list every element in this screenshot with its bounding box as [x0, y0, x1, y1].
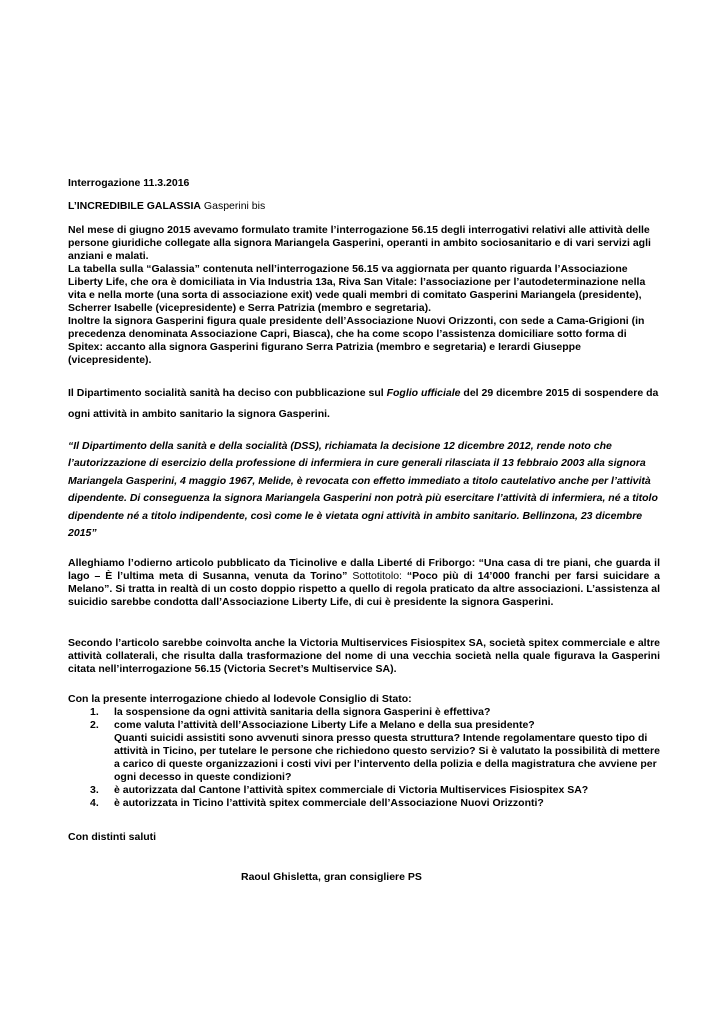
- signature-text: Raoul Ghisletta, gran consigliere PS: [241, 871, 422, 883]
- list-item: [90, 784, 660, 797]
- subtitle-rest: Gasperini bis: [201, 200, 266, 212]
- list-item: [90, 797, 660, 810]
- subtitle-bold: L’INCREDIBILE GALASSIA: [68, 200, 202, 212]
- document-title: [68, 177, 660, 190]
- list-item-number: 1.: [90, 706, 99, 718]
- dss-before: Il Dipartimento socialità sanità ha deciso con pubblicazione sul: [68, 387, 387, 399]
- list-item-number: 2.: [90, 719, 99, 731]
- title-text: Interrogazione 11.3.2016: [68, 177, 190, 189]
- questions-intro: [68, 693, 660, 706]
- article2-text: Secondo l’articolo sarebbe coinvolta anche la Victoria Multiservices Fisiospitex SA, società spitex commerciale e altre attività collaterali, che risulta dalla trasformazione del nome di una vecchia società nella quale figurava la Gasperini citata nell’interrogazione 56.15 (Victoria Secret’s Multiservice SA).: [68, 637, 660, 675]
- article-part-b: Sottotitolo:: [347, 570, 407, 582]
- list-item: [90, 706, 660, 719]
- questions-list: [90, 706, 660, 810]
- closing-text: Con distinti saluti: [68, 831, 157, 843]
- subtitle-line: [68, 200, 660, 213]
- article-part-a: Alleghiamo l’odierno articolo pubblicato da Ticinolive e dalla Liberté di Friborgo: “Una casa di tre piani, che guarda il lago – È l’ultima meta di Susanna, venuta da Torino”: [68, 557, 660, 582]
- dss-italic: Foglio ufficiale: [386, 387, 461, 399]
- dss-quote: [68, 438, 660, 542]
- list-item-text: è autorizzata in Ticino l’attività spitex commerciale dell’Associazione Nuovi Orizzonti?: [114, 797, 544, 809]
- intro-paragraph-2: La tabella sulla “Galassia” contenuta nell’interrogazione 56.15 va aggiornata per quanto riguarda l’Associazione Liberty Life, che ora è domiciliata in Via Industria 13a, Riva San Vitale: l’associazione per l’autodeterminazione nella vita e nella morte (una sorta di associazione exit) vede quali membri di comitato Gasperini Mariangela (presidente), Scherrer Isabelle (vicepresidente) e Serra Patrizia (membro e segretaria).: [68, 263, 646, 314]
- list-item-text: come valuta l’attività dell’Associazione Liberty Life a Melano e della sua presidente?: [114, 719, 535, 731]
- questions-intro-text: Con la presente interrogazione chiedo al lodevole Consiglio di Stato:: [68, 693, 412, 705]
- dss-line: [68, 383, 660, 425]
- dss-paragraph: [68, 383, 660, 425]
- intro-paragraph-1: Nel mese di giugno 2015 avevamo formulato tramite l’interrogazione 56.15 degli interrogativi relativi alle attività delle persone giuridiche collegate alla signora Mariangela Gasperini, operanti in ambito sociosanitario e di vari servizi agli anziani e malati.: [68, 224, 651, 262]
- document-subtitle: [68, 200, 660, 213]
- list-item-number: 3.: [90, 784, 99, 796]
- article-paragraph: [68, 557, 660, 609]
- list-item-text: Quanti suicidi assistiti sono avvenuti sinora presso questa struttura? Intende regolamentare questo tipo di attività in Ticino, per tutelare le persone che richiedono questo servizio? Si è valutato la possibilità di mettere a carico di queste organizzazioni i costi vivi per l’intervento della polizia e della magistratura che avviene per ogni decesso in queste condizioni?: [114, 732, 660, 783]
- article-line: [68, 557, 660, 609]
- closing: [68, 831, 660, 844]
- article2-paragraph: [68, 637, 660, 676]
- quote-text: “Il Dipartimento della sanità e della socialità (DSS), richiamata la decisione 12 dicembre 2012, rende noto che l’autorizzazione di esercizio della professione di infermiera in cure generali rilasciata il 13 febbraio 2003 alla signora Mariangela Gasperini, 4 maggio 1967, Melide, è revocata con effetto immediato a titolo cautelativo anche per l’attività dipendente. Di conseguenza la signora Mariangela Gasperini non potrà più esercitare l’attività di infermiera, né a titolo dipendente né a titolo indipendente, così come le è vietata ogni attività in ambito sanitario. Bellinzona, 23 dicembre 2015”: [68, 440, 658, 540]
- signature: [241, 871, 422, 884]
- list-item-text: la sospensione da ogni attività sanitaria della signora Gasperini è effettiva?: [114, 706, 491, 718]
- intro-section: [68, 224, 660, 367]
- list-item: [90, 732, 660, 784]
- dss-after: del 29 dicembre 2015 di sospendere da ogni attività in ambito sanitario la signora Gasperini.: [68, 387, 659, 420]
- list-item-number: 4.: [90, 797, 99, 809]
- list-item: [90, 719, 660, 732]
- intro-paragraph-3: Inoltre la signora Gasperini figura quale presidente dell’Associazione Nuovi Orizzonti, con sede a Cama-Grigioni (in precedenza denominata Associazione Capri, Biasca), che ha come scopo l’assistenza domiciliare sotto forma di Spitex: accanto alla signora Gasperini figurano Serra Patrizia (membro e segretaria) e Ierardi Giuseppe (vicepresidente).: [68, 315, 645, 366]
- list-item-text: è autorizzata dal Cantone l’attività spitex commerciale di Victoria Multiservices Fisiospitex SA?: [114, 784, 589, 796]
- article-part-c: “Poco più di 14’000 franchi per farsi suicidare a Melano”. Si tratta in realtà di un costo doppio rispetto a quello di regola praticato da altre associazioni. L’assistenza al suicidio sarebbe condotta dall’Associazione Liberty Life, di cui è presidente la signora Gasperini.: [68, 570, 661, 608]
